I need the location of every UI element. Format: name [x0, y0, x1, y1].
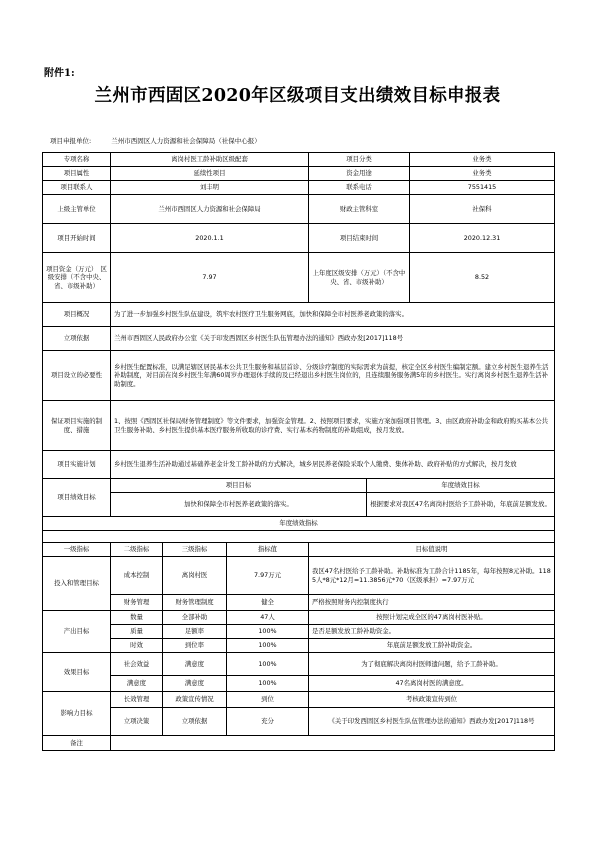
info-label: 专项名称	[43, 153, 111, 167]
indicator-row	[43, 625, 555, 639]
indicator-l1: 投入和管理目标	[43, 557, 111, 611]
info-value: 延续性项目	[111, 167, 309, 181]
indicator-row	[43, 595, 555, 611]
info-value: 2020.12.31	[410, 224, 555, 253]
indicator-value: 100%	[227, 653, 309, 676]
indicator-desc: 考核政策宣传到位	[309, 692, 555, 708]
indicator-l2: 满意度	[111, 676, 163, 692]
info-label: 项目联系人	[43, 181, 111, 195]
indicator-value: 100%	[227, 625, 309, 639]
info-row	[43, 181, 555, 195]
indicator-l2: 成本控制	[111, 557, 163, 595]
indicator-l3: 政策宣传情况	[163, 692, 227, 708]
header-l1: 一级指标	[43, 543, 111, 557]
goal-project: 加快和保障全市村医养老政策的落实。	[111, 493, 367, 517]
indicator-desc: 我区47名村医给予工龄补助。补助标准为工龄合计1185年，每年按照8元补助。1185人*8元*12月=11.3856元*70（区级承担）=7.97万元	[309, 557, 555, 595]
info-label: 上级主管单位	[43, 195, 111, 224]
prev-funds-label: 上年度区级安排（万元）（不含中央、省、市级补助）	[309, 253, 410, 303]
indicator-l3: 离岗村医	[163, 557, 227, 595]
info-value: 业务类	[410, 167, 555, 181]
indicator-l3: 财务管理制度	[163, 595, 227, 611]
indicator-value: 100%	[227, 676, 309, 692]
indicator-l2: 长效管理	[111, 692, 163, 708]
funds-value: 7.97	[111, 253, 309, 303]
goal-annual: 根据要求对我区47名离岗村医给予工龄补助，年底前足额发放。	[367, 493, 555, 517]
indicator-l3: 足额率	[163, 625, 227, 639]
indicator-title: 年度绩效指标	[43, 517, 555, 531]
indicator-desc: 是否足额发放工龄补助资金。	[309, 625, 555, 639]
info-label: 项目分类	[309, 153, 410, 167]
overview-row	[43, 303, 555, 327]
indicator-row	[43, 653, 555, 676]
funds-label: 项目资金（万元） 区级安排（不含中央、省、市级补助）	[43, 253, 111, 303]
remark-label: 备注	[43, 736, 111, 751]
indicator-l2: 财务管理	[111, 595, 163, 611]
basis-text: 兰州市西固区人民政府办公室《关于印发西固区乡村医生队伍管理办法的通知》西政办发[2017]118号	[111, 327, 555, 351]
info-label: 项目结束时间	[309, 224, 410, 253]
header-value: 指标值	[227, 543, 309, 557]
necessity-text: 乡村医生配置标准，以满足辖区居民基本公共卫生服务和基层首诊、分级诊疗制度的实际需求为前提，核定全区乡村医生编制定额。建立乡村医生退养生活补助制度，对目前在岗乡村医生年满60周岁办理退休手续的及已经退出乡村医生岗位的，且连续服务服务满5年的乡村医生。实行离岗乡村医生退养生活补助制度。	[111, 351, 555, 401]
goal-row	[43, 493, 555, 517]
info-value: 社保科	[410, 195, 555, 224]
plan-row	[43, 451, 555, 479]
indicator-row	[43, 692, 555, 708]
info-label: 联系电话	[309, 181, 410, 195]
plan-label: 项目实施计划	[43, 451, 111, 479]
indicator-desc: 严格按照财务内控制度执行	[309, 595, 555, 611]
applicant-unit-label: 项目申报单位:	[50, 137, 92, 145]
overview-label: 项目概况	[43, 303, 111, 327]
indicator-desc: 47名离岗村医的满意度。	[309, 676, 555, 692]
info-row	[43, 167, 555, 181]
indicator-l3: 立项依据	[163, 708, 227, 736]
indicator-value: 到位	[227, 692, 309, 708]
info-label: 项目属性	[43, 167, 111, 181]
indicator-l2: 质量	[111, 625, 163, 639]
goal-head-project: 项目目标	[111, 479, 367, 493]
info-label: 项目开始时间	[43, 224, 111, 253]
indicator-row	[43, 611, 555, 625]
indicator-l1: 效果目标	[43, 653, 111, 692]
indicator-row	[43, 708, 555, 736]
info-row	[43, 224, 555, 253]
indicator-l2: 社会效益	[111, 653, 163, 676]
info-value: 兰州市西固区人力资源和社会保障局	[111, 195, 309, 224]
indicator-row	[43, 639, 555, 653]
indicator-l3: 到位率	[163, 639, 227, 653]
indicator-desc: 按照计划完成全区的47离岗村医补贴。	[309, 611, 555, 625]
separator	[43, 531, 555, 543]
goal-header-row	[43, 479, 555, 493]
info-row-funds	[43, 253, 555, 303]
indicator-l3: 满意度	[163, 676, 227, 692]
indicator-row	[43, 676, 555, 692]
info-label: 财政主管科室	[309, 195, 410, 224]
indicator-l2: 时效	[111, 639, 163, 653]
plan-text: 乡村医生退养生活补助通过基础养老金计发工龄补助的方式解决，城乡居民养老保险采取个人缴费、集体补助、政府补贴的方式解决，按月发放	[111, 451, 555, 479]
indicator-value: 100%	[227, 639, 309, 653]
info-label: 资金用途	[309, 167, 410, 181]
indicator-desc: 《关于印发西固区乡村医生队伍管理办法的通知》西政办发[2017]118号	[309, 708, 555, 736]
prev-funds-value: 8.52	[410, 253, 555, 303]
basis-label: 立项依据	[43, 327, 111, 351]
indicator-value: 7.97万元	[227, 557, 309, 595]
indicator-l1: 影响力目标	[43, 692, 111, 736]
info-value: 刘丰明	[111, 181, 309, 195]
indicator-l2: 数量	[111, 611, 163, 625]
info-value: 业务类	[410, 153, 555, 167]
indicator-l1: 产出目标	[43, 611, 111, 653]
guarantee-text: 1、按照《西固区社保局财务管理制度》等文件要求，加强资金管理。2、按照项目要求，实施方案加强项目管理。3、由区政府补助金和政府购买基本公共卫生服务补助、乡村医生提供基本医疗服务所收取的诊疗费、实行基本药物制度的补助组成，按月发放。	[111, 401, 555, 451]
guarantee-label: 保证项目实施的制度、措施	[43, 401, 111, 451]
indicator-title-row	[43, 517, 555, 531]
indicator-l3: 全部补助	[163, 611, 227, 625]
goal-label: 项目绩效目标	[43, 479, 111, 517]
header-l2: 二级指标	[111, 543, 163, 557]
indicator-desc: 年底前足额发放工龄补助资金。	[309, 639, 555, 653]
annex-label: 附件1:	[44, 68, 75, 79]
overview-text: 为了进一步加强乡村医生队伍建设，筑牢农村医疗卫生服务网底，加快和保障全市村医养老政策的落实。	[111, 303, 555, 327]
page-title: 兰州市西固区2020年区级项目支出绩效目标申报表	[94, 86, 501, 106]
header-desc: 目标值说明	[309, 543, 555, 557]
indicator-l3: 满意度	[163, 653, 227, 676]
necessity-label: 项目设立的必要性	[43, 351, 111, 401]
indicator-header-row	[43, 543, 555, 557]
indicator-value: 47人	[227, 611, 309, 625]
indicator-desc: 为了彻底解决离岗村医师遗问题，给予工龄补助。	[309, 653, 555, 676]
info-value: 7551415	[410, 181, 555, 195]
header-l3: 三级指标	[163, 543, 227, 557]
applicant-unit-value: 兰州市西固区人力资源和社会保障局（社保中心报）	[111, 137, 261, 145]
separator-row	[43, 531, 555, 543]
info-row	[43, 195, 555, 224]
indicator-l2: 立项决策	[111, 708, 163, 736]
info-value: 2020.1.1	[111, 224, 309, 253]
remark-row	[43, 736, 555, 751]
applicant-unit	[50, 136, 261, 145]
necessity-row	[43, 351, 555, 401]
guarantee-row	[43, 401, 555, 451]
indicator-row	[43, 557, 555, 595]
performance-table	[42, 152, 555, 751]
goal-head-annual: 年度绩效目标	[367, 479, 555, 493]
basis-row	[43, 327, 555, 351]
info-value: 离岗村医工龄补助区级配套	[111, 153, 309, 167]
remark-value	[111, 736, 555, 751]
indicator-value: 充分	[227, 708, 309, 736]
indicator-value: 健全	[227, 595, 309, 611]
info-row	[43, 153, 555, 167]
